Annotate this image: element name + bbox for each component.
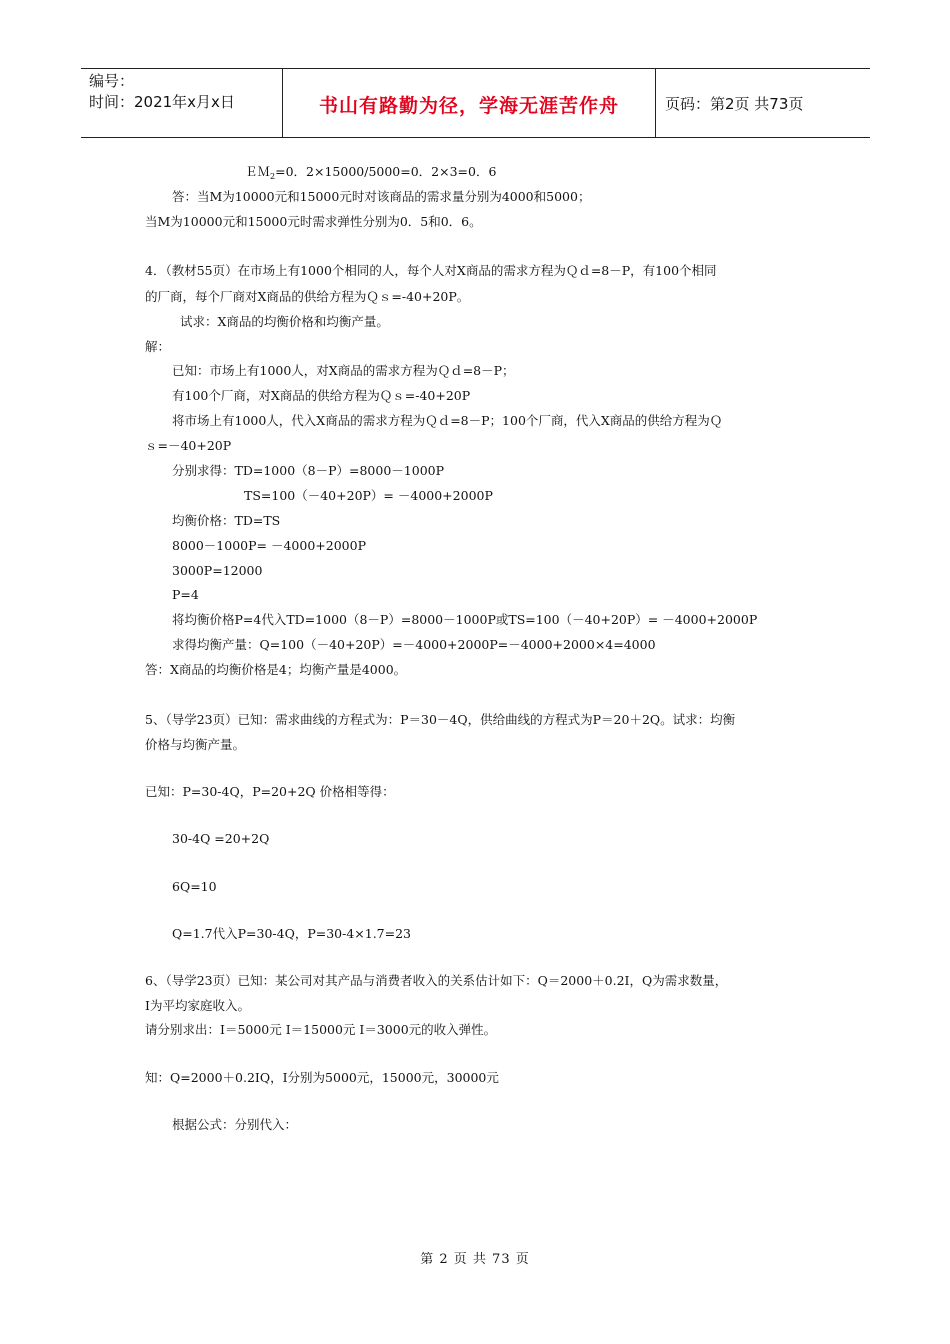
text-line: TS=100（－40+20P）= －4000+2000P [244, 488, 493, 503]
text-line: 请分别求出：I＝5000元 I＝15000元 I＝3000元的收入弹性。 [145, 1022, 497, 1037]
header-left-cell [89, 71, 235, 113]
text-line: 3000P=12000 [172, 563, 263, 578]
text-line: 当M为10000元和15000元时需求弹性分别为0．5和0．6。 [145, 214, 482, 229]
text-line: 已知：市场上有1000人，对X商品的需求方程为Ｑｄ=8－P； [172, 363, 515, 378]
text-line: ｓ=－40+20P [145, 438, 232, 453]
text-line: 将均衡价格P=4代入TD=1000（8－P）=8000－1000P或TS=100（－40+20P）= －4000+2000P [172, 612, 758, 627]
page-header [81, 68, 870, 138]
formula-em2 [245, 164, 496, 185]
number-label: 编号： [89, 72, 135, 90]
answer-line: 答：X商品的均衡价格是4；均衡产量是4000。 [145, 662, 407, 677]
time-label: 时间：2021年x月x日 [89, 93, 235, 111]
text-line: 根据公式：分别代入： [172, 1117, 298, 1132]
text-line: 价格与均衡产量。 [145, 737, 246, 752]
em-symbol: ＥＭ [245, 164, 271, 179]
text-line: 知：Q=2000＋0.2IQ，I分别为5000元，15000元，30000元 [145, 1070, 499, 1085]
em-subscript: 2 [270, 172, 276, 181]
em-formula: =0．2×15000/5000=0．2×3=0．6 [275, 164, 497, 179]
text-line: 6Q=10 [172, 879, 217, 894]
text-line: 均衡价格：TD=TS [172, 513, 281, 528]
header-page-info: 页码：第2页 共73页 [665, 95, 804, 113]
text-line: 8000－1000P= －4000+2000P [172, 538, 366, 553]
question-4-line: 4．（教材55页）在市场上有1000个相同的人，每个人对X商品的需求方程为Ｑｄ=8－P，有100个相同 [145, 263, 717, 278]
header-motto: 书山有路勤为径，学海无涯苦作舟 [318, 95, 619, 117]
text-line: 的厂商，每个厂商对X商品的供给方程为Ｑｓ=-40+20P。 [145, 289, 470, 304]
text-line: 试求：X商品的均衡价格和均衡产量。 [180, 314, 389, 329]
text-line: 分别求得：TD=1000（8－P）=8000－1000P [172, 463, 445, 478]
text-line: 有100个厂商，对X商品的供给方程为Ｑｓ=-40+20P [172, 388, 471, 403]
text-line: 答：当M为10000元和15000元时对该商品的需求量分别为4000和5000； [172, 189, 591, 204]
question-5-line: 5、（导学23页）已知：需求曲线的方程式为：P＝30－4Q，供给曲线的方程式为P＝20＋2Q。试求：均衡 [145, 712, 736, 727]
text-line: 已知：P=30-4Q，P=20+2Q 价格相等得： [145, 784, 395, 799]
text-line: I为平均家庭收入。 [145, 998, 250, 1013]
text-line: 求得均衡产量：Q=100（－40+20P）=－4000+2000P=－4000+2000×4=4000 [172, 637, 656, 652]
text-line: 将市场上有1000人，代入X商品的需求方程为Ｑｄ=8－P；100个厂商，代入X商品的供给方程为Ｑ [172, 413, 723, 428]
page-footer: 第 2 页 共 73 页 [420, 1252, 530, 1267]
text-line: P=4 [172, 587, 199, 602]
question-6-line: 6、（导学23页）已知：某公司对其产品与消费者收入的关系估计如下：Q＝2000＋0.2I，Q为需求数量， [145, 973, 728, 988]
text-line: Q=1.7代入P=30-4Q，P=30-4×1.7=23 [172, 926, 412, 941]
text-line: 30-4Q =20+2Q [172, 831, 270, 846]
solution-label: 解： [145, 339, 171, 354]
header-divider-right [655, 69, 656, 137]
